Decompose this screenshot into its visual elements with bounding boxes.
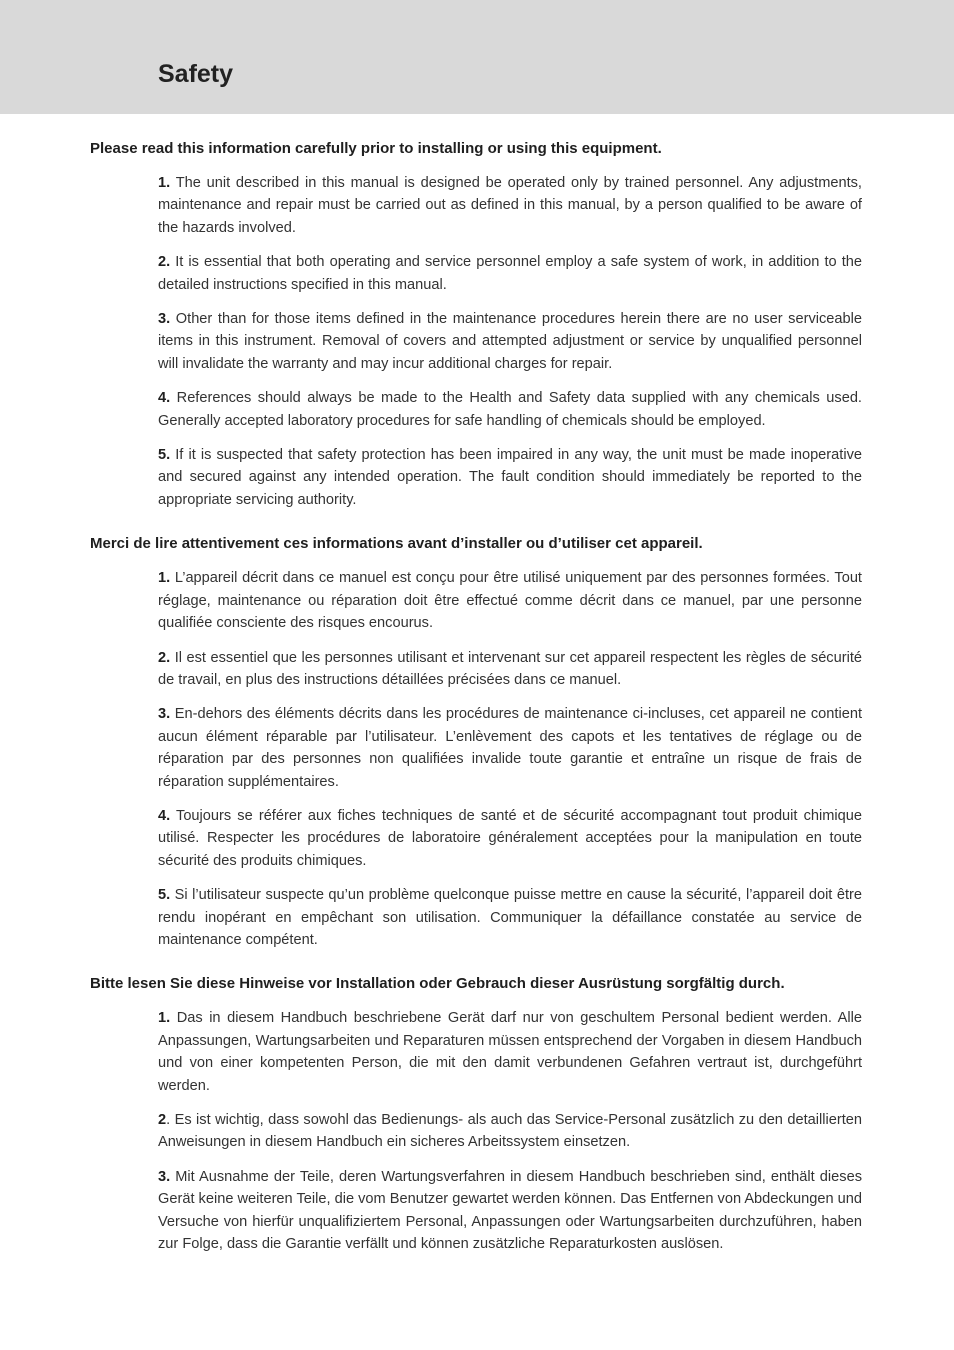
- item-text: Mit Ausnahme der Teile, deren Wartungsverfahren in diesem Handbuch beschrieben sind, enthält dieses Gerät keine weiteren Teile, die vom Benutzer gewartet werden können. Das Entfernen von Abdeckungen und Versuche von hierfür unqualifiziertem Personal, Anpassungen oder Wartungsarbeiten durchzuführen, haben zur Folge, dass die Garantie verfällt und können zusätzliche Reparaturkosten auslösen.: [158, 1168, 862, 1253]
- list-item: [158, 308, 862, 375]
- safety-content: [0, 138, 954, 1267]
- item-text: References should always be made to the Health and Safety data supplied with any chemicals used. Generally accepted laboratory procedures for safe handling of chemicals should be employed.: [158, 390, 862, 429]
- list-item: [158, 172, 862, 239]
- item-text: It is essential that both operating and service personnel employ a safe system of work, in addition to the detailed instructions specified in this manual.: [158, 254, 862, 293]
- list-item: [158, 647, 862, 692]
- section-heading: Bitte lesen Sie diese Hinweise vor Installation oder Gebrauch dieser Ausrüstung sorgfältig durch.: [90, 975, 785, 993]
- item-text: Il est essentiel que les personnes utilisant et intervenant sur cet appareil respectent les règles de sécurité de travail, en plus des instructions détaillées précisées dans ce manuel.: [158, 649, 862, 688]
- list-item: [158, 567, 862, 634]
- item-number: 3.: [158, 1168, 171, 1185]
- header-band: [0, 0, 954, 114]
- list-item: [158, 884, 862, 951]
- list-item: [158, 251, 862, 296]
- list-item: [158, 805, 862, 872]
- item-number: 4.: [158, 807, 171, 824]
- section-heading: Merci de lire attentivement ces informations avant d’installer ou d’utiliser cet appareil.: [90, 535, 703, 553]
- item-number: 2.: [158, 254, 171, 271]
- item-text: L’appareil décrit dans ce manuel est conçu pour être utilisé uniquement par des personnes formées. Tout réglage, maintenance ou réparation doit être effectué comme décrit dans ce manuel, par une personne qualifiée consciente des risques encourus.: [158, 570, 862, 632]
- list-item: [158, 1007, 862, 1097]
- item-text: The unit described in this manual is designed be operated only by trained personnel. Any adjustments, maintenance and repair must be carried out as defined in this manual, by a person qualified to be aware of the hazards involved.: [158, 175, 862, 236]
- item-number: 5.: [158, 447, 171, 464]
- item-number: 2: [158, 1112, 167, 1128]
- page-title: Safety: [158, 60, 234, 88]
- item-text: If it is suspected that safety protection has been impaired in any way, the unit must be made inoperative and secured against any intended operation. The fault condition should immediately be reported to the appropriate servicing authority.: [158, 447, 862, 508]
- list-item: [158, 1166, 862, 1256]
- english-section: [0, 138, 954, 511]
- list-item: [158, 444, 862, 511]
- item-text: Toujours se référer aux fiches techniques de santé et de sécurité accompagnant tout produit chimique utilisé. Respecter les procédures de laboratoire généralement acceptées pour la manipulation en toute sécurité des produits chimiques.: [158, 807, 862, 869]
- list-item: [158, 703, 862, 793]
- item-number: 3.: [158, 706, 171, 723]
- item-number: 3.: [158, 311, 171, 328]
- item-text: Other than for those items defined in the maintenance procedures herein there are no user serviceable items in this instrument. Removal of covers and attempted adjustment or service by unqualified personnel will invalidate the warranty and may incur additional charges for repair.: [158, 311, 862, 372]
- list-item: [158, 387, 862, 432]
- item-number: 1.: [158, 570, 171, 587]
- item-number: 5.: [158, 887, 171, 904]
- item-text: En-dehors des éléments décrits dans les procédures de maintenance ci-incluses, cet appareil ne contient aucun élément réparable par l’utilisateur. L’enlèvement des capots et les tentatives de réglage ou de réparation par des personnes non qualifiées invalide toute garantie et entraîne un risque de frais de réparation supplémentaires.: [158, 706, 862, 790]
- french-section: [0, 533, 954, 951]
- german-section: [0, 973, 954, 1255]
- section-heading: Please read this information carefully prior to installing or using this equipment.: [90, 140, 662, 157]
- item-number: 1.: [158, 175, 171, 191]
- item-number: 2.: [158, 649, 171, 666]
- item-text: Das in diesem Handbuch beschriebene Gerät darf nur von geschultem Personal bedient werden. Alle Anpassungen, Wartungsarbeiten und Reparaturen müssen entsprechend der Vorgaben in diesem Handbuch und von einer kompetenten Person, die mit den damit verbundenen Gefahren vertraut ist, durchgeführt werden.: [158, 1010, 862, 1094]
- list-item: [158, 1109, 862, 1154]
- item-number: 1.: [158, 1010, 171, 1027]
- item-text: Si l’utilisateur suspecte qu’un problème quelconque puisse mettre en cause la sécurité, l’appareil doit être rendu inopérant en empêchant son utilisation. Communiquer la défaillance constatée au service de maintenance compétent.: [158, 887, 862, 948]
- item-text: . Es ist wichtig, dass sowohl das Bedienungs- als auch das Service-Personal zusätzlich zu den detaillierten Anweisungen in diesem Handbuch ein sicheres Arbeitssystem einsetzen.: [158, 1112, 862, 1151]
- item-number: 4.: [158, 390, 171, 407]
